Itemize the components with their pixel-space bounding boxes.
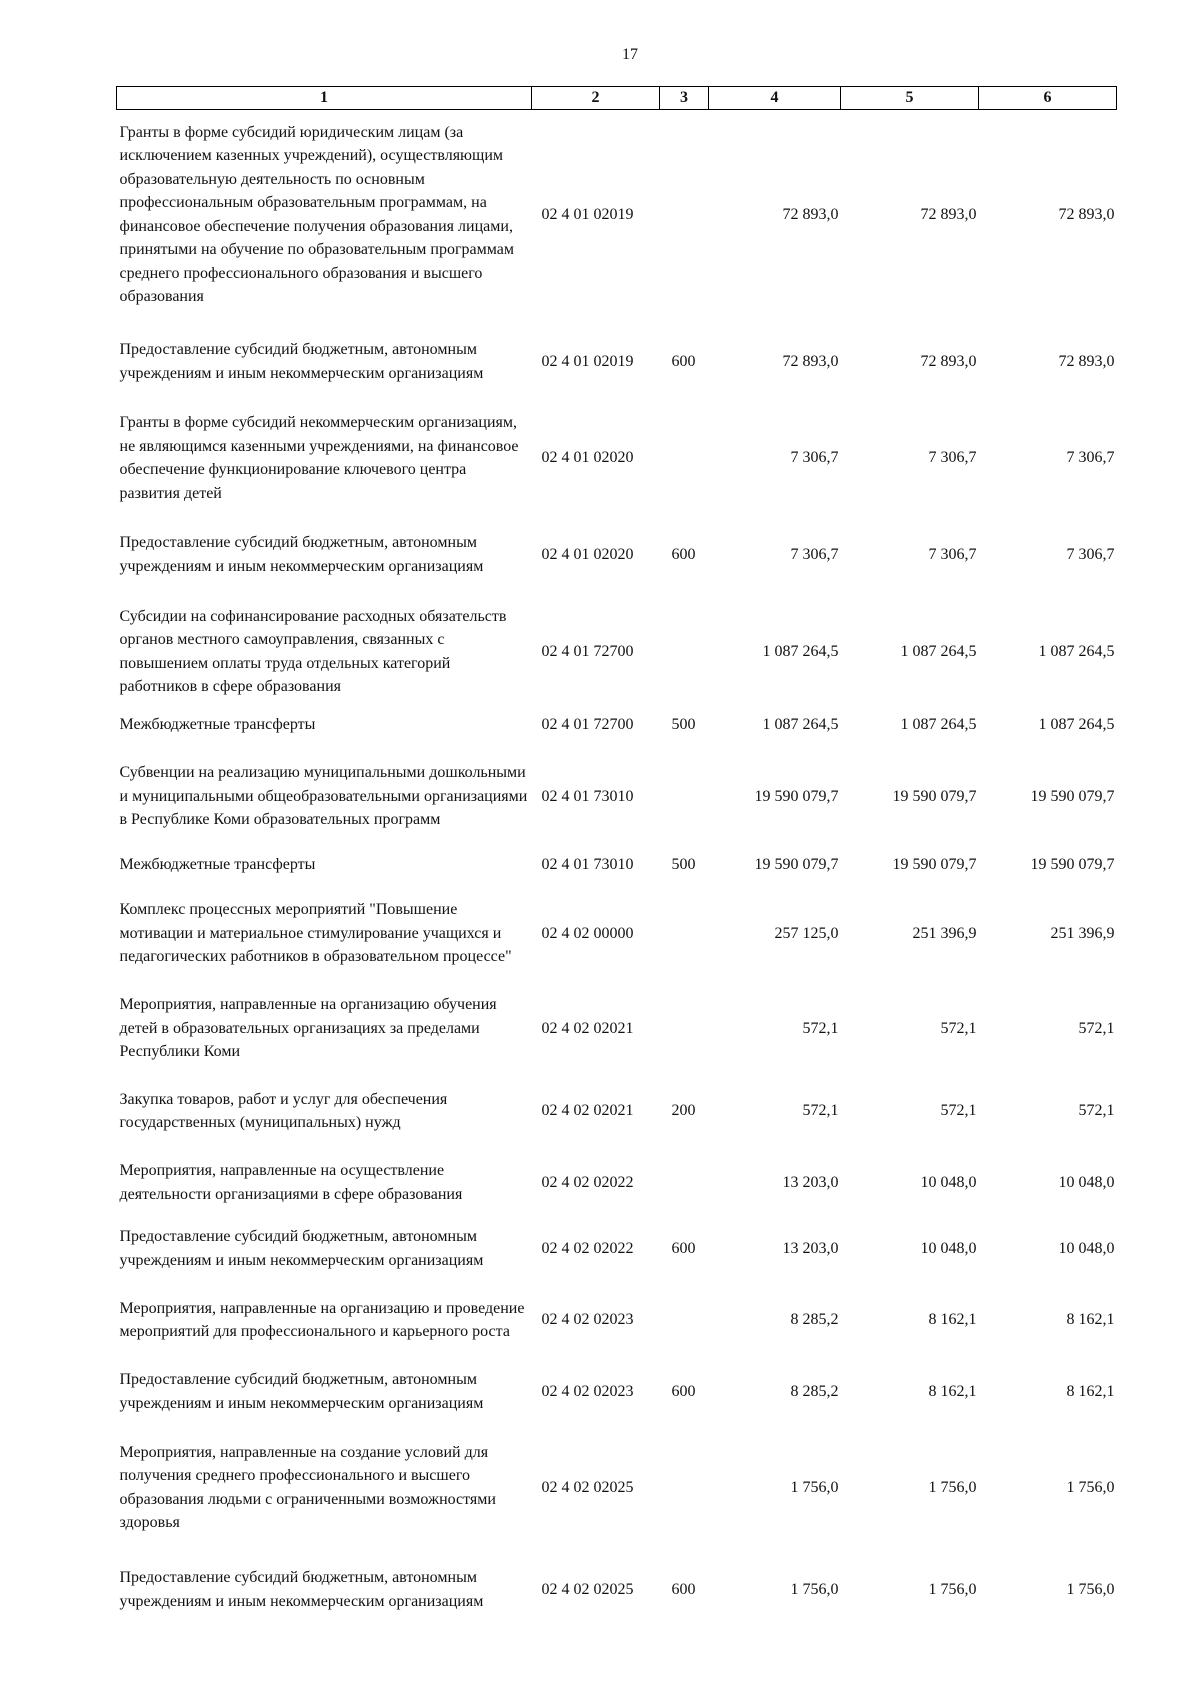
amount-year-2: 10 048,0	[920, 1173, 977, 1191]
amount-year-3: 7 306,7	[1066, 545, 1115, 563]
amount-year-3: 8 162,1	[1066, 1311, 1115, 1329]
amount-year-1: 1 756,0	[790, 1478, 839, 1496]
header-col-3: 3	[660, 87, 709, 110]
item-name: Субсидии на софинансирование расходных обязательств органов местного самоуправления, связанных с повышением оплаты труда отдельных категорий работников в сфере образования	[119, 607, 507, 695]
amount-year-3: 8 162,1	[1066, 1382, 1115, 1400]
page-number: 17	[622, 46, 638, 63]
table-row	[117, 1153, 1117, 1213]
item-name: Предоставление субсидий бюджетным, автономным учреждениям и иным некоммерческим организациям	[119, 1371, 484, 1412]
item-name: Межбюджетные трансферты	[119, 716, 316, 734]
target-article-code: 02 4 02 02025	[541, 1580, 634, 1598]
amount-year-1: 572,1	[802, 1102, 839, 1120]
item-name: Мероприятия, направленные на организацию и проведение мероприятий для профессионального и карьерного роста	[119, 1299, 525, 1340]
table-row	[117, 988, 1117, 1070]
expense-type-code: 200	[671, 1102, 696, 1120]
target-article-code: 02 4 01 02020	[541, 449, 634, 467]
amount-year-2: 572,1	[940, 1019, 977, 1037]
target-article-code: 02 4 02 02022	[541, 1173, 634, 1191]
table-row	[117, 850, 1117, 880]
item-name: Предоставление субсидий бюджетным, автономным учреждениям и иным некоммерческим организациям	[119, 341, 484, 382]
item-name: Комплекс процессных мероприятий "Повышение мотивации и материальное стимулирование учащихся и педагогических работников в образовательном процессе"	[119, 901, 512, 966]
amount-year-2: 1 087 264,5	[900, 642, 977, 660]
table-row	[117, 404, 1117, 513]
item-name: Межбюджетные трансферты	[119, 855, 316, 873]
expense-type-code	[660, 744, 709, 850]
amount-year-3: 19 590 079,7	[1030, 787, 1115, 805]
amount-year-1: 8 285,2	[790, 1382, 839, 1400]
amount-year-3: 19 590 079,7	[1030, 855, 1115, 873]
amount-year-1: 7 306,7	[790, 545, 839, 563]
expense-type-code: 500	[671, 716, 696, 734]
table-row	[117, 880, 1117, 988]
amount-year-2: 19 590 079,7	[892, 855, 977, 873]
table-row	[117, 1548, 1117, 1632]
target-article-code: 02 4 02 02023	[541, 1382, 634, 1400]
expense-type-code	[660, 110, 709, 320]
amount-year-3: 251 396,9	[1050, 924, 1115, 942]
amount-year-3: 7 306,7	[1066, 449, 1115, 467]
amount-year-2: 7 306,7	[928, 545, 977, 563]
amount-year-1: 19 590 079,7	[754, 787, 839, 805]
item-name: Предоставление субсидий бюджетным, автономным учреждениям и иным некоммерческим организациям	[119, 1569, 484, 1610]
amount-year-1: 1 756,0	[790, 1580, 839, 1598]
expense-type-code	[660, 597, 709, 707]
amount-year-3: 10 048,0	[1058, 1239, 1115, 1257]
amount-year-2: 251 396,9	[912, 924, 977, 942]
table-row	[117, 1285, 1117, 1356]
target-article-code: 02 4 02 02021	[541, 1019, 634, 1037]
amount-year-3: 10 048,0	[1058, 1173, 1115, 1191]
amount-year-2: 1 756,0	[928, 1580, 977, 1598]
table-row	[117, 1213, 1117, 1285]
item-name: Мероприятия, направленные на организацию обучения детей в образовательных организациях за пределами Республики Коми	[119, 996, 497, 1061]
amount-year-2: 19 590 079,7	[892, 787, 977, 805]
amount-year-1: 8 285,2	[790, 1311, 839, 1329]
item-name: Гранты в форме субсидий некоммерческим организациям, не являющимся казенными учреждениями, на финансовое обеспечение функционирование ключевого центра развития детей	[119, 414, 519, 502]
expense-type-code: 600	[671, 1382, 696, 1400]
budget-table	[116, 86, 1117, 1632]
amount-year-3: 1 087 264,5	[1038, 642, 1115, 660]
item-name: Мероприятия, направленные на создание условий для получения среднего профессионального и высшего образования людьми с ограниченными возможностями здоровья	[119, 1443, 496, 1531]
amount-year-2: 572,1	[940, 1102, 977, 1120]
amount-year-3: 572,1	[1078, 1019, 1115, 1037]
amount-year-1: 72 893,0	[782, 206, 839, 223]
table-row	[117, 513, 1117, 597]
target-article-code: 02 4 02 02023	[541, 1311, 634, 1329]
target-article-code: 02 4 01 73010	[541, 787, 634, 805]
target-article-code: 02 4 02 02025	[541, 1478, 634, 1496]
expense-type-code: 600	[671, 1580, 696, 1598]
amount-year-1: 1 087 264,5	[762, 642, 839, 660]
table-row	[117, 744, 1117, 850]
table-row	[117, 110, 1117, 320]
amount-year-3: 572,1	[1078, 1102, 1115, 1120]
expense-type-code	[660, 1285, 709, 1356]
expense-type-code: 600	[671, 1239, 696, 1257]
expense-type-code	[660, 404, 709, 513]
amount-year-3: 72 893,0	[1058, 352, 1115, 370]
expense-type-code: 600	[671, 545, 696, 563]
amount-year-2: 1 087 264,5	[900, 716, 977, 734]
amount-year-2: 72 893,0	[920, 206, 977, 223]
expense-type-code: 500	[671, 855, 696, 873]
target-article-code: 02 4 01 02020	[541, 545, 634, 563]
amount-year-2: 7 306,7	[928, 449, 977, 467]
amount-year-2: 1 756,0	[928, 1478, 977, 1496]
target-article-code: 02 4 01 72700	[541, 716, 634, 734]
amount-year-1: 572,1	[802, 1019, 839, 1037]
target-article-code: 02 4 02 00000	[541, 924, 634, 942]
amount-year-1: 13 203,0	[782, 1173, 839, 1191]
header-col-2: 2	[532, 87, 660, 110]
table-row	[117, 1428, 1117, 1548]
amount-year-3: 1 756,0	[1066, 1478, 1115, 1496]
target-article-code: 02 4 01 72700	[541, 642, 634, 660]
header-col-6: 6	[979, 87, 1117, 110]
amount-year-2: 8 162,1	[928, 1382, 977, 1400]
target-article-code: 02 4 01 73010	[541, 855, 634, 873]
item-name: Субвенции на реализацию муниципальными дошкольными и муниципальными общеобразовательными организациями в Республике Коми образовательных программ	[119, 764, 528, 829]
amount-year-3: 72 893,0	[1058, 206, 1115, 223]
amount-year-1: 1 087 264,5	[762, 716, 839, 734]
header-col-5: 5	[841, 87, 979, 110]
target-article-code: 02 4 02 02021	[541, 1102, 634, 1120]
expense-type-code	[660, 1153, 709, 1213]
amount-year-1: 13 203,0	[782, 1239, 839, 1257]
item-name: Гранты в форме субсидий юридическим лицам (за исключением казенных учреждений), осуществляющим образовательную деятельность по основным профессиональным образовательным программам, на финансовое обеспечение получения образования лицами, принятыми на обучение по образовательным программам среднего профессионального образования и высшего образования	[119, 123, 515, 306]
target-article-code: 02 4 01 02019	[541, 352, 634, 370]
amount-year-1: 72 893,0	[782, 352, 839, 370]
amount-year-1: 19 590 079,7	[754, 855, 839, 873]
amount-year-2: 10 048,0	[920, 1239, 977, 1257]
amount-year-2: 72 893,0	[920, 352, 977, 370]
header-col-1: 1	[117, 87, 532, 110]
budget-table-container	[116, 86, 1115, 1632]
amount-year-1: 7 306,7	[790, 449, 839, 467]
table-row	[117, 320, 1117, 404]
table-row	[117, 597, 1117, 707]
amount-year-3: 1 087 264,5	[1038, 716, 1115, 734]
amount-year-2: 8 162,1	[928, 1311, 977, 1329]
expense-type-code	[660, 880, 709, 988]
amount-year-1: 257 125,0	[774, 924, 839, 942]
expense-type-code	[660, 988, 709, 1070]
expense-type-code	[660, 1428, 709, 1548]
item-name: Мероприятия, направленные на осуществление деятельности организациями в сфере образования	[119, 1162, 463, 1203]
expense-type-code: 600	[671, 352, 696, 370]
table-row	[117, 707, 1117, 744]
table-row	[117, 1070, 1117, 1153]
target-article-code: 02 4 02 02022	[541, 1239, 634, 1257]
item-name: Закупка товаров, работ и услуг для обеспечения государственных (муниципальных) нужд	[119, 1090, 448, 1131]
table-header-row	[117, 87, 1117, 110]
table-row	[117, 1356, 1117, 1428]
item-name: Предоставление субсидий бюджетным, автономным учреждениям и иным некоммерческим организациям	[119, 534, 484, 575]
target-article-code: 02 4 01 02019	[541, 206, 634, 223]
header-col-4: 4	[709, 87, 841, 110]
item-name: Предоставление субсидий бюджетным, автономным учреждениям и иным некоммерческим организациям	[119, 1228, 484, 1269]
amount-year-3: 1 756,0	[1066, 1580, 1115, 1598]
